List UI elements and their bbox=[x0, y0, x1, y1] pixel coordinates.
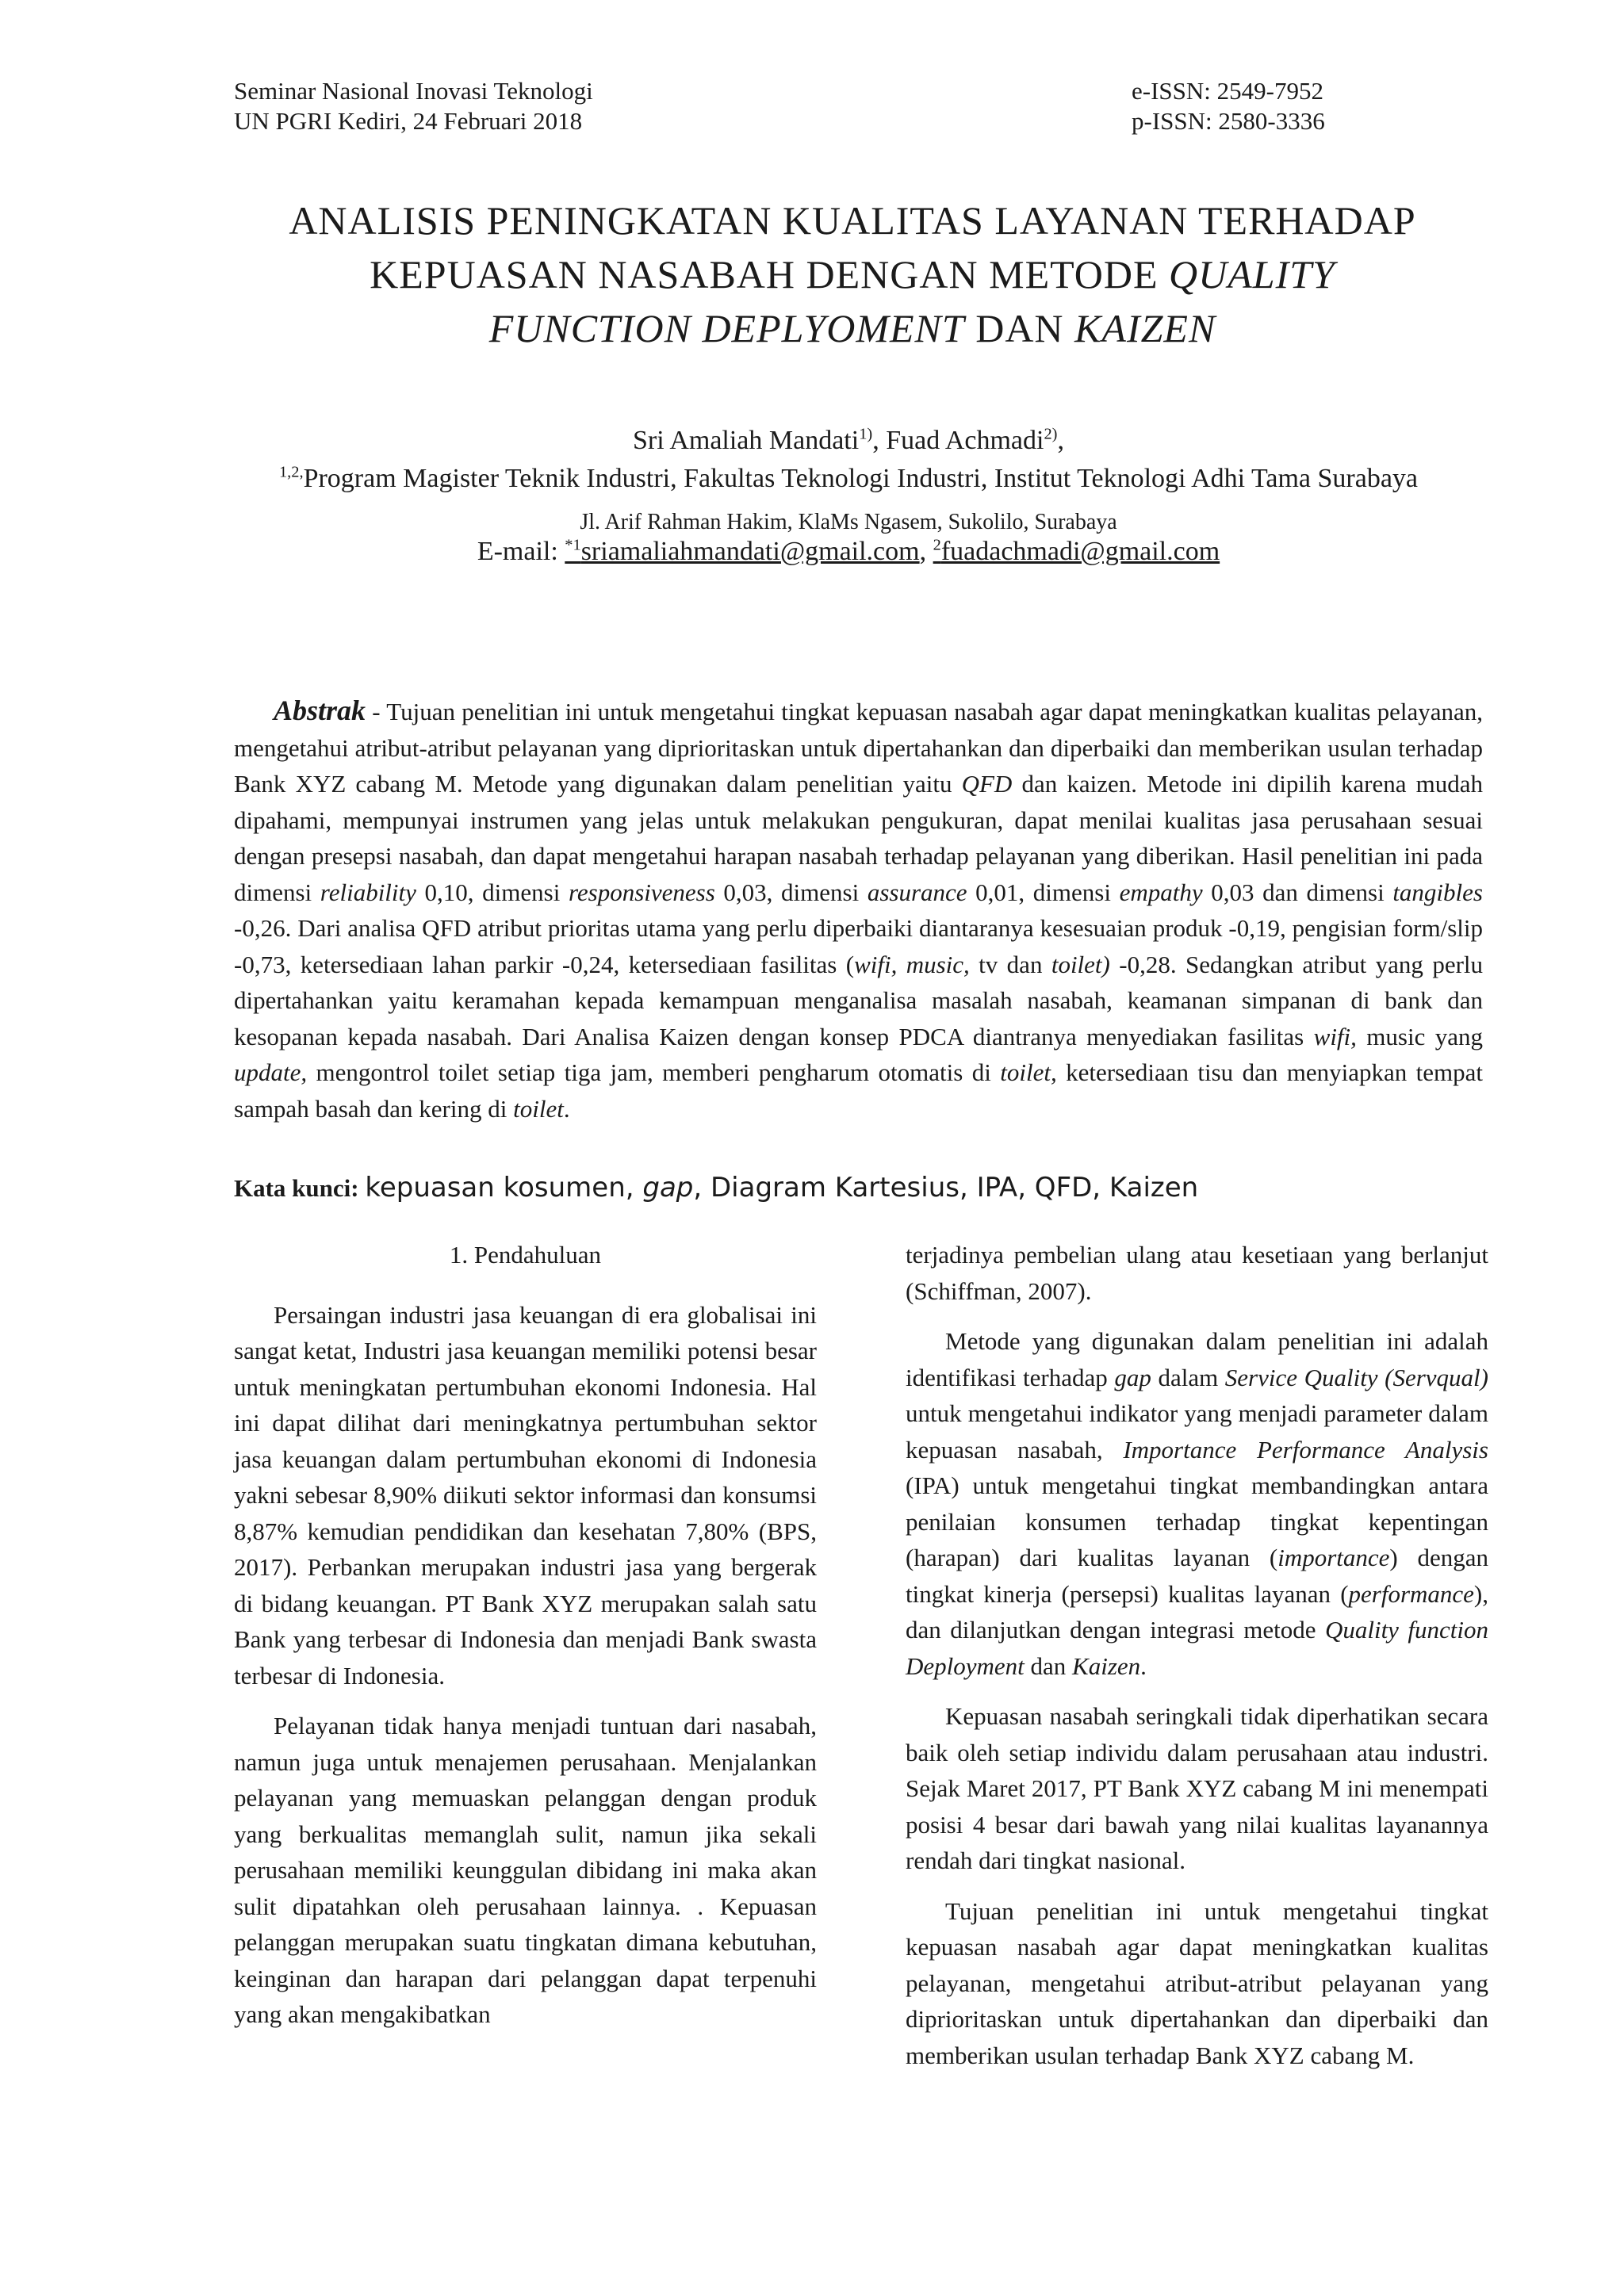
keywords-label: Kata kunci: bbox=[234, 1174, 366, 1202]
title-line-2-text: KEPUASAN NASABAH DENGAN METODE bbox=[370, 252, 1170, 297]
author-separator: , bbox=[872, 426, 887, 455]
running-header-right bbox=[1132, 76, 1325, 136]
author-1: Sri Amaliah Mandati bbox=[633, 426, 860, 455]
paragraph-term: Quality function Deployment bbox=[906, 1616, 1488, 1680]
paragraph-term: performance bbox=[1348, 1579, 1474, 1608]
paragraph-term: Importance Performance Analysis bbox=[1123, 1435, 1488, 1464]
email-1-address: sriamaliahmandati@gmail.com bbox=[580, 537, 920, 566]
abstract-text: tv dan bbox=[969, 950, 1051, 978]
paragraph-text: (IPA) untuk mengetahui tingkat membandingkan antara penilaian konsumen terhadap tingkat kepentingan (harapan) dari kualitas layanan ( bbox=[906, 1471, 1488, 1571]
email-line bbox=[230, 536, 1467, 568]
author-2-mark: 2) bbox=[1044, 425, 1058, 443]
abstract-dash: - bbox=[366, 698, 387, 725]
email-label: E-mail: bbox=[477, 537, 565, 566]
paragraph-text: ) dengan tingkat kinerja (persepsi) kualitas layanan ( bbox=[906, 1544, 1489, 1608]
author-1-mark: 1) bbox=[859, 425, 873, 443]
title-line-3 bbox=[119, 301, 1586, 355]
paragraph: Tujuan penelitian ini untuk mengetahui tingkat kepuasan nasabah agar dapat meningkatkan kualitas pelayanan, mengetahui atribut-atribut pelayanan yang diprioritaskan untuk dipertahankan dan diperbaiki dan memberikan usulan terhadap Bank XYZ cabang M. bbox=[906, 1896, 1488, 2069]
email-2[interactable] bbox=[933, 537, 1220, 566]
abstract-text: Tujuan penelitian ini untuk mengetahui tingkat kepuasan nasabah agar dapat meningkatkan kualitas pelayanan, mengetahui atribut-atribut pelayanan yang diprioritaskan untuk dipertahankan dan diperbaiki dan memberikan usulan terhadap Bank XYZ cabang M. Metode yang digunakan dalam penelitian yaitu bbox=[234, 698, 1484, 798]
address: Jl. Arif Rahman Hakim, KlaMs Ngasem, Sukolilo, Surabaya bbox=[580, 510, 1117, 534]
title-line-2 bbox=[119, 247, 1586, 301]
affiliation bbox=[230, 460, 1467, 498]
keywords-text: kepuasan kosumen, bbox=[365, 1172, 643, 1203]
email-1[interactable] bbox=[565, 537, 919, 566]
abstract-term: wifi, music, bbox=[854, 950, 970, 978]
abstract-text: -0,28. Sedangkan atribut yang perlu dipertahankan yaitu keramahan kepada kemampuan menganalisa masalah nasabah, keamanan simpanan di bank dan kesopanan kepada nasabah. Dari Analisa Kaizen dengan konsep PDCA diantranya menyediakan fasilitas bbox=[234, 950, 1484, 1050]
affiliation-mark: 1,2, bbox=[278, 463, 304, 481]
abstract-term: responsiveness bbox=[568, 878, 715, 906]
paragraph-text: untuk mengetahui indikator yang menjadi parameter dalam kepuasan nasabah, bbox=[906, 1399, 1488, 1464]
author-block bbox=[230, 422, 1467, 568]
abstract-term: assurance bbox=[867, 878, 967, 906]
abstract-term: toilet, bbox=[1000, 1058, 1057, 1086]
paragraph: Pelayanan tidak hanya menjadi tuntuan dari nasabah, namun juga untuk menajemen perusahaan. Menjalankan pelayanan yang memuaskan pelanggan dengan produk yang berkualitas memanglah sulit, namun jika sekali perusahaan memiliki keunggulan dibidang ini maka akan sulit dipatahkan oleh perusahaan lainnya. . Kepuasan pelanggan merupakan suatu tingkatan dimana kebutuhan, keinginan dan harapan dari pelanggan dapat terpenuhi yang akan mengakibatkan bbox=[234, 1712, 817, 2028]
email-separator: , bbox=[919, 537, 933, 566]
paragraph-text: Metode yang digunakan dalam penelitian ini adalah identifikasi terhadap bbox=[906, 1327, 1488, 1391]
section-heading: 1. Pendahuluan bbox=[449, 1241, 602, 1269]
eissn: e-ISSN: 2549-7952 bbox=[1132, 77, 1323, 105]
body-column-left bbox=[234, 1237, 817, 2047]
title-line-2-italic: QUALITY bbox=[1169, 252, 1335, 297]
abstract-text: . bbox=[563, 1094, 570, 1123]
abstract-term: toilet bbox=[513, 1094, 564, 1123]
abstract-text: 0,01, dimensi bbox=[967, 878, 1120, 906]
pissn: p-ISSN: 2580-3336 bbox=[1132, 107, 1325, 135]
abstract-text: 0,10, dimensi bbox=[416, 878, 569, 906]
abstract-text: mengontrol toilet setiap tiga jam, memberi pengharum otomatis di bbox=[307, 1058, 1001, 1086]
abstract-text: -0,26. Dari analisa QFD atribut prioritas utama yang perlu diperbaiki diantaranya kesesuaian produk -0,19, pengisian form/slip -0,73, ketersediaan lahan parkir -0,24, ketersediaan fasilitas ( bbox=[234, 914, 1483, 978]
abstract-term: empathy bbox=[1119, 878, 1203, 906]
email-2-address: fuadachmadi@gmail.com bbox=[940, 537, 1220, 566]
paragraph: Persaingan industri jasa keuangan di era globalisai ini sangat ketat, Industri jasa keuangan memiliki potensi besar untuk meningkatan pertumbuhan ekonomi Indonesia. Hal ini dapat dilihat dari meningkatnya pertumbuhan sektor jasa keuangan dalam pertumbuhan ekonomi di Indonesia yakni sebesar 8,90% diikuti sektor informasi dan konsumsi 8,87% kemudian pendidikan dan kesehatan 7,80% (BPS, 2017). Perbankan merupakan industri jasa yang bergerak di bidang keuangan. PT Bank XYZ merupakan salah satu Bank yang terbesar di Indonesia dan menjadi Bank swasta terbesar di Indonesia. bbox=[234, 1300, 817, 1689]
abstract-label: Abstrak bbox=[274, 695, 366, 726]
conference-name: Seminar Nasional Inovasi Teknologi bbox=[234, 77, 593, 105]
author-2: Fuad Achmadi bbox=[886, 426, 1044, 455]
paper-title bbox=[119, 193, 1586, 355]
author-trail: , bbox=[1057, 426, 1064, 455]
abstract-term: toilet) bbox=[1051, 950, 1110, 978]
keywords bbox=[234, 1172, 1198, 1203]
keywords-text: , Diagram Kartesius, IPA, QFD, Kaizen bbox=[693, 1172, 1199, 1203]
body-column-right bbox=[906, 1237, 1488, 2087]
abstract-term: wifi, bbox=[1313, 1022, 1357, 1050]
abstract-term: QFD bbox=[961, 770, 1013, 798]
paragraph-term: Service Quality (Servqual) bbox=[1224, 1363, 1488, 1391]
title-line-3-text: DAN bbox=[964, 306, 1075, 350]
abstract-text: 0,03, dimensi bbox=[714, 878, 868, 906]
abstract-text: music yang bbox=[1356, 1022, 1484, 1050]
abstract-term: update, bbox=[234, 1058, 308, 1086]
paragraph: terjadinya pembelian ulang atau kesetiaan yang berlanjut (Schiffman, 2007). bbox=[906, 1241, 1488, 1305]
abstract-text: ketersediaan tisu dan menyiapkan tempat sampah basah dan kering di bbox=[234, 1058, 1483, 1123]
title-line-1: ANALISIS PENINGKATAN KUALITAS LAYANAN TERHADAP bbox=[289, 198, 1416, 243]
keywords-italic: gap bbox=[642, 1172, 694, 1203]
conference-venue-date: UN PGRI Kediri, 24 Februari 2018 bbox=[234, 107, 583, 135]
abstract-term: tangibles bbox=[1392, 878, 1483, 906]
title-line-3-italic: FUNCTION DEPLYOMENT bbox=[488, 306, 965, 350]
abstract-text: dan kaizen. Metode ini dipilih karena mudah dipahami, mempunyai instrumen yang jelas untuk melakukan pengukuran, dapat menilai kualitas jasa perusahaan sesuai dengan presepsi nasabah, dan dapat mengetahui harapan nasabah terhadap pelayanan yang diberikan. Hasil penelitian ini pada dimensi bbox=[234, 770, 1483, 906]
paragraph-text: dan bbox=[1024, 1651, 1073, 1680]
paragraph-term: Kaizen bbox=[1072, 1651, 1141, 1680]
title-line-3-italic-end: KAIZEN bbox=[1074, 306, 1216, 350]
abstract bbox=[234, 693, 1483, 1127]
paragraph-term: importance bbox=[1277, 1544, 1390, 1571]
author-names bbox=[230, 422, 1467, 460]
email-1-mark: *1 bbox=[565, 536, 581, 554]
running-header-left bbox=[234, 76, 593, 136]
email-2-mark: 2 bbox=[933, 536, 941, 554]
paragraph bbox=[906, 1323, 1488, 1684]
paragraph-text: ), dan dilanjutkan dengan integrasi metode bbox=[906, 1579, 1488, 1644]
paragraph-text: dalam bbox=[1151, 1363, 1225, 1391]
abstract-text: 0,03 dan dimensi bbox=[1202, 878, 1393, 906]
paragraph-text: . bbox=[1140, 1651, 1147, 1680]
affiliation-text: Program Magister Teknik Industri, Fakultas Teknologi Industri, Institut Teknologi Adhi Tama Surabaya bbox=[303, 464, 1418, 493]
paragraph-term: gap bbox=[1114, 1363, 1151, 1391]
abstract-term: reliability bbox=[320, 878, 416, 906]
paragraph: Kepuasan nasabah seringkali tidak diperhatikan secara baik oleh setiap individu dalam perusahaan atau industri. Sejak Maret 2017, PT Bank XYZ cabang M ini menempati posisi 4 besar dari bawah yang nilai kualitas layanannya rendah dari tingkat nasional. bbox=[906, 1702, 1488, 1874]
